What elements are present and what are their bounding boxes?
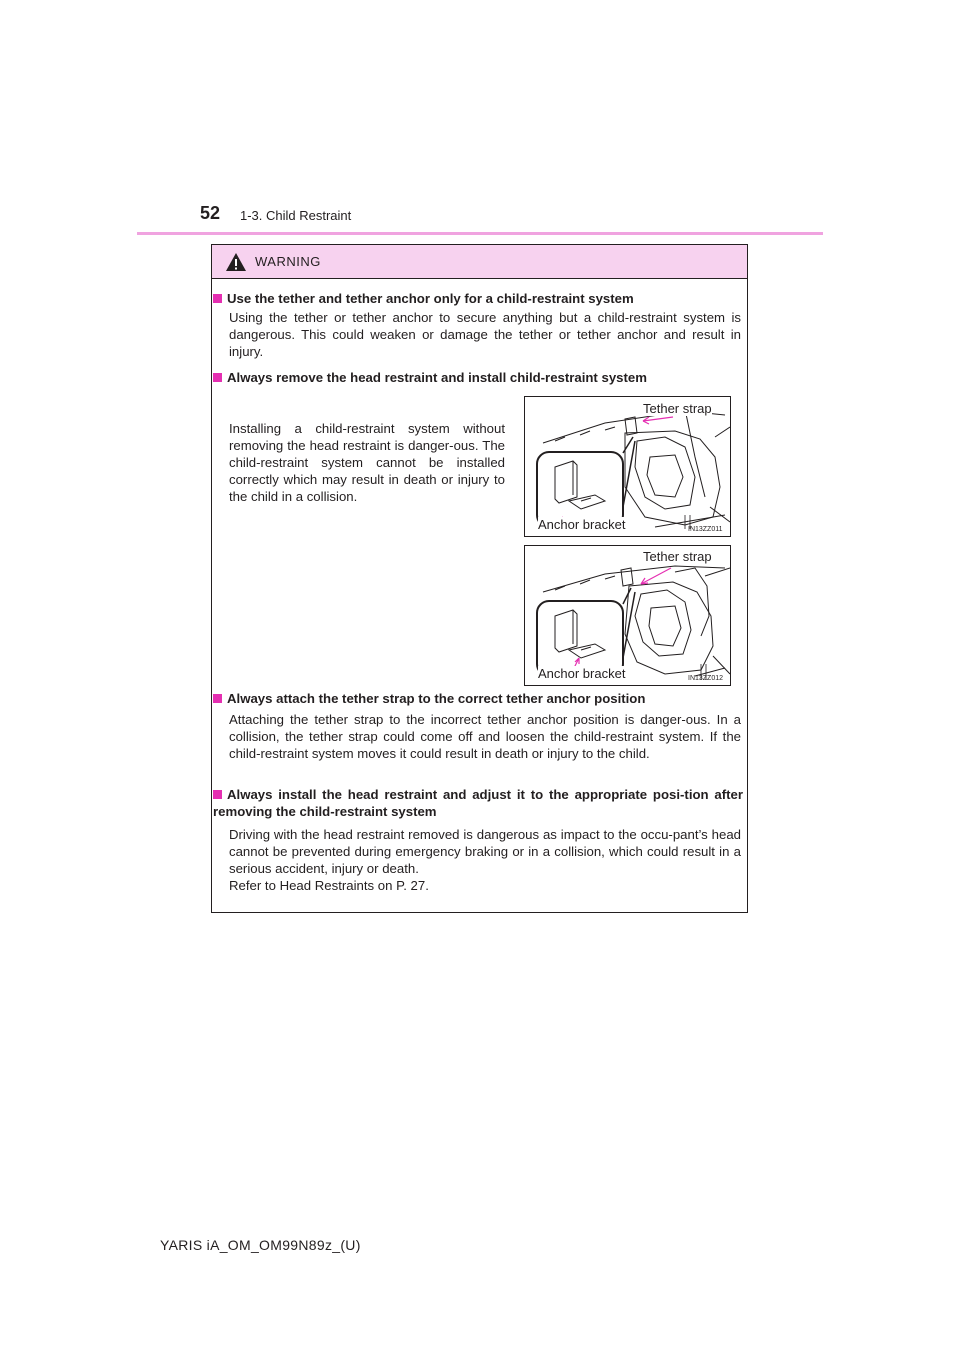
bullet-square-icon [213, 294, 222, 303]
header-rule [137, 232, 823, 235]
bullet-square-icon [213, 694, 222, 703]
anchor-bracket-label: Anchor bracket [538, 517, 626, 532]
warning-title: WARNING [255, 254, 321, 269]
tether-strap-label: Tether strap [643, 549, 712, 564]
heading-text: Always install the head restraint and adjust it to the appropriate posi-tion after removing the child-restraint system [213, 787, 743, 819]
heading-text: Use the tether and tether anchor only for a child-restraint system [227, 291, 634, 306]
warning-item-body: Driving with the head restraint removed is dangerous as impact to the occu-pant’s head cannot be prevented during emergency braking or in a collision, which could result in a serious accident, injury or death. [229, 827, 741, 876]
warning-item-heading [213, 290, 743, 307]
warning-item-reference: Refer to Head Restraints on P. 27. [229, 878, 429, 893]
child-seat-illustration [525, 546, 731, 686]
warning-header [212, 245, 747, 279]
figure-tether-1 [524, 396, 731, 537]
figure-code: IN13ZZ011 [688, 526, 723, 533]
warning-item-heading [213, 369, 743, 386]
tether-strap-label: Tether strap [643, 401, 712, 416]
bullet-square-icon [213, 373, 222, 382]
warning-item-heading [213, 786, 743, 820]
warning-item-heading [213, 690, 743, 707]
section-title: 1-3. Child Restraint [240, 208, 352, 223]
heading-text: Always remove the head restraint and install child-restraint system [227, 370, 647, 385]
figure-code: IN13ZZ012 [688, 675, 724, 682]
warning-item-body: Using the tether or tether anchor to secure anything but a child-restraint system is dangerous. This could weaken or damage the tether or tether anchor and result in injury. [229, 310, 741, 359]
warning-triangle-icon [225, 252, 247, 272]
page-number: 52 [200, 203, 221, 223]
warning-item-body: Attaching the tether strap to the incorrect tether anchor position is danger-ous. In a collision, the tether strap could come off and loosen the child-restraint system. If the child-restraint system moves it could result in death or injury to the child. [229, 712, 741, 761]
footer-document-id: YARIS iA_OM_OM99N89z_(U) [160, 1237, 361, 1253]
bullet-square-icon [213, 790, 222, 799]
anchor-bracket-label: Anchor bracket [538, 666, 626, 681]
heading-text: Always attach the tether strap to the correct tether anchor position [227, 691, 646, 706]
warning-item-body: Installing a child-restraint system without removing the head restraint is danger-ous. The child-restraint system cannot be installed correctly which may result in death or injury to the child in a collision. [229, 421, 505, 504]
child-seat-illustration [525, 397, 731, 537]
figure-tether-2 [524, 545, 731, 686]
